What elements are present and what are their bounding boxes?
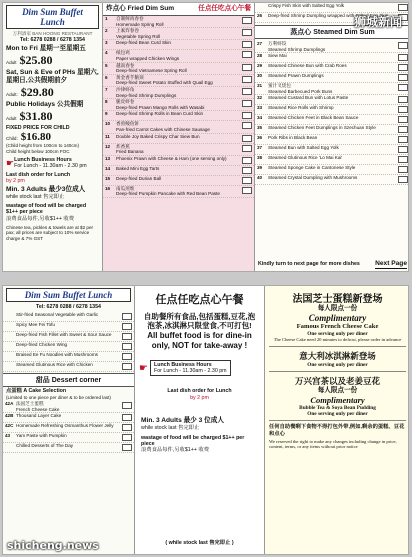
item-name-cn: 自制鲜肉春卷 — [116, 16, 144, 21]
item-name-en: Steamed Crystal Dumpling with Mushrooms — [268, 175, 358, 181]
item-name-cn: 香煎鲮鱼饼 — [116, 121, 139, 127]
item-name-en: Steamed Barbecued Pork Buns — [268, 88, 333, 94]
item-name-en: Steamed Sponge Cake in Cantonese Style — [268, 165, 356, 171]
item-name-en: Steamed Chinese Bun with Crab Roes — [268, 63, 347, 69]
min-adults: Min. 3 Adults 最少3位成人 — [6, 186, 86, 193]
item-name — [116, 16, 240, 27]
quantity-box[interactable] — [398, 106, 408, 113]
item-name — [116, 87, 240, 98]
item-name-en: Steamed Shrimp Dumplings — [268, 46, 326, 52]
menu-item-row — [3, 433, 134, 443]
item-name-en: Homemade Refreshing Osmanthus Flower Jelly — [16, 423, 114, 429]
quantity-box[interactable] — [242, 135, 252, 142]
tea-title-cn: 万兴宫茶以及老姜豆花 — [294, 377, 380, 387]
cake-title: 点蛋糕 A Cake Selection — [6, 388, 67, 395]
item-name-en: Stir-fried Seasonal Vegetable with Garlic — [16, 312, 99, 318]
price-sub-weekend: Adult: — [6, 91, 18, 97]
item-name-en: Vegetable Spring Roll — [116, 33, 161, 39]
item-name-cn: 炸香蕉 — [116, 143, 130, 149]
item-name — [116, 28, 240, 39]
item-name — [16, 352, 120, 358]
item-name-en: Deep-fried Durian Ball — [116, 175, 162, 181]
item-name — [268, 41, 396, 52]
item-name-en: Deep-fried Shrimp Rolls in Bean Curd Skin — [116, 111, 204, 117]
item-name-en: Steamed Glutinous Rice with Chicken — [16, 362, 93, 368]
item-name-en: Double Joy Baked Crispy Char Siew Bun — [116, 133, 200, 139]
menu-item-row — [103, 75, 254, 87]
quantity-box[interactable] — [242, 157, 252, 164]
item-name-en: Steamed Chicken Feet Dumplings in Szechuan Style — [268, 125, 376, 131]
menu-item-row — [255, 125, 409, 135]
steamed-header: 蒸点心 Steamed Dim Sum — [255, 25, 409, 39]
item-name-en: Homemade Spring Roll — [116, 21, 164, 27]
menu-item-row — [103, 176, 254, 186]
wastage-note: wastage of food will be charged $1++ per piece — [6, 203, 87, 216]
item-name — [268, 83, 396, 94]
item-name-en: Phoenix Prawn with Cheese & Ham (one serving only) — [116, 155, 227, 161]
notice-cn: 任何自助餐剩下食物不得打包外带,例如,剩余的蛋糕、豆花和点心 — [269, 424, 405, 437]
menu-item-row — [255, 63, 409, 73]
item-number: 34 — [257, 115, 263, 121]
watermark-top: 狮城新闻 — [353, 15, 402, 29]
quantity-box[interactable] — [122, 353, 132, 360]
item-number: 29 — [257, 63, 263, 69]
item-name — [16, 322, 120, 328]
quantity-box[interactable] — [398, 136, 408, 143]
bottom-wastage-cn: 浪费食品每件,另收$1++ 收费 — [141, 447, 209, 454]
item-name — [268, 175, 396, 181]
menu-item-row — [103, 50, 254, 62]
item-number: 28 — [257, 53, 263, 59]
quantity-box[interactable] — [398, 166, 408, 173]
price-weekday: $25.80 — [19, 52, 53, 67]
item-name-en: Deep-fried Chicken Wing — [16, 342, 68, 348]
item-name-cn: 脆皮虾卷 — [116, 99, 135, 105]
menu-item-row — [103, 134, 254, 144]
item-name — [116, 63, 240, 74]
item-name-en: Steamed Rice Rolls with Shrimp — [268, 105, 334, 111]
tea-en: Bubble Tea & Soya Bean Pudding — [299, 405, 376, 411]
quantity-box[interactable] — [242, 41, 252, 48]
cake-list — [3, 401, 134, 453]
bottom-item-list — [3, 312, 134, 372]
bottom-min-adults: Min. 3 Adults 最少 3 位成人 — [141, 416, 224, 424]
fried-dim-sum-column — [103, 3, 255, 271]
item-name — [16, 401, 120, 412]
dine-in-notice-en: All buffet food is for dine-in only, NOT for take-away ! — [147, 331, 252, 350]
menu-item-row — [255, 105, 409, 115]
menu-item-row — [103, 87, 254, 99]
steamed-item-list — [255, 41, 409, 185]
price-label-weekday: Mon to Fri 星期一至星期五 — [6, 44, 86, 52]
quantity-box[interactable] — [242, 145, 252, 152]
promo-one-per: One serving only per diner — [307, 331, 368, 337]
quantity-box[interactable] — [398, 116, 408, 123]
item-name-en: Steamed Bun with Salted Egg Yolk — [268, 145, 339, 151]
promo-limit-cn: 每人限点一份 — [317, 305, 358, 312]
item-name — [16, 423, 120, 429]
item-name-cn: 纸包鸡 — [116, 50, 130, 56]
item-name — [16, 443, 120, 449]
item-number: 30 — [257, 73, 263, 79]
item-name-en: Steamed Glutinous Rice 'Lo Mai Kai' — [268, 155, 343, 161]
watermark-bottom: shicheng.news — [7, 539, 99, 552]
item-name — [16, 312, 120, 318]
item-number: 11 — [105, 133, 110, 139]
menu-item-row — [3, 322, 134, 332]
menu-item-row — [255, 3, 409, 13]
menu-item-row — [103, 63, 254, 75]
quantity-box[interactable] — [242, 112, 252, 119]
next-page-link[interactable]: Next Page — [375, 260, 407, 267]
item-number: 7 — [105, 86, 108, 92]
item-name-en: Deep-fried Shrimp Dumpling wrapped with Salted Egg Skin — [268, 13, 389, 18]
item-number: 9 — [105, 111, 108, 117]
quantity-box[interactable] — [398, 146, 408, 153]
item-number: 39 — [257, 165, 263, 171]
item-name — [116, 111, 240, 117]
item-name — [116, 186, 240, 197]
item-name — [116, 121, 240, 132]
item-number: 43 — [5, 433, 11, 439]
menu-item-row — [103, 28, 254, 40]
menu-item-row — [255, 41, 409, 53]
promo-complimentary: Complimentary — [308, 313, 367, 323]
bottom-left-column — [3, 286, 135, 554]
menu-item-row — [3, 362, 134, 372]
cake-note: (Limited to one piece per diner & to be ordered last) — [6, 395, 111, 401]
item-name-en: Deep-fried Pumpkin Pancake with Red Bean Paste — [116, 191, 220, 197]
item-number: 27 — [257, 41, 263, 46]
menu-item-row — [255, 115, 409, 125]
bottom-wastage: wastage of food will be charged $1++ per piece — [141, 435, 245, 448]
item-name-en: Steamed Chicken Feet in Black Bean Sauce — [268, 115, 359, 121]
menu-item-row — [3, 352, 134, 362]
menu-item-row — [255, 73, 409, 83]
bottom-phone: Tel: 6278 0288 / 6278 1354 — [36, 304, 101, 310]
quantity-box[interactable] — [242, 17, 252, 24]
item-name-en: Deep-fried Bean Curd Skin — [116, 40, 171, 46]
item-name-en: French Cheese Cake — [16, 406, 60, 412]
dine-in-notice-cn: 自助餐所有食品,包括蛋糕,豆花,泡泡茶,冰淇淋只限堂食,不可打包! — [143, 312, 256, 330]
bottom-hours-title: Lunch Business Hours — [153, 362, 212, 368]
last-order: Last dish order for Lunch — [6, 171, 71, 178]
wastage-note-cn: 浪费食品每件,另收$1++ 收费 — [6, 215, 74, 222]
item-name — [268, 3, 396, 9]
quantity-box[interactable] — [122, 414, 132, 421]
quantity-box[interactable] — [242, 64, 252, 71]
hours: For Lunch - 11.30am - 2.30 pm — [14, 163, 87, 170]
quantity-box[interactable] — [122, 343, 132, 350]
price-sub-child: Child: — [6, 136, 18, 141]
item-number: 14 — [105, 165, 111, 171]
item-number: 42A — [5, 401, 14, 406]
item-name-en: Paper wrapped Chicken Wings — [116, 55, 180, 61]
promo-column — [265, 286, 409, 554]
item-name — [116, 50, 240, 61]
footer-note: Chinese tea, pickles & towels are at $2 per pax; all prices are subject to 10% service charge & 7% GST — [6, 224, 94, 241]
item-name-en: Crispy Fish Skin with Salted Egg Yolk — [268, 3, 345, 8]
menu-item-row — [103, 121, 254, 133]
notice-en: We reserved the right to make any changes including change in price, content, terms, or any items without prior notice — [269, 438, 397, 450]
item-number: 15 — [105, 175, 111, 181]
item-name — [116, 156, 240, 162]
item-name-en: Deep-fried Sweet Potato Stuffed with Quail Egg — [116, 80, 213, 86]
item-name — [116, 166, 240, 172]
item-name — [268, 135, 396, 141]
menu-item-row — [103, 99, 254, 111]
item-number: 2 — [105, 28, 108, 34]
hand-icon-2: ☛ — [139, 362, 148, 374]
price-label-child: FIXED PRICE FOR CHILD — [6, 124, 70, 131]
item-number: 6 — [105, 74, 108, 80]
item-name-en: Siew Mai — [268, 53, 287, 59]
quantity-box[interactable] — [398, 42, 408, 49]
quantity-box[interactable] — [398, 96, 408, 103]
fried-header: 炸点心 Fried Dim Sum — [106, 5, 175, 12]
menu-item-row — [3, 443, 134, 453]
item-name — [116, 40, 240, 46]
item-name-en: Thousand Layer Cake — [16, 413, 62, 419]
menu-item-row — [255, 145, 409, 155]
item-number: 5 — [105, 62, 108, 68]
item-name-cn: 上素炸春卷 — [116, 28, 139, 34]
item-number: 42C — [5, 423, 14, 429]
item-number: 31 — [257, 83, 263, 89]
item-name-en: Pan-fried Carrot Cakes with Chinese Sausage — [116, 126, 210, 132]
item-name — [268, 115, 396, 121]
item-name-en: Deep-fried Vietnamese Spring Roll — [116, 68, 187, 74]
menu-item-row — [3, 342, 134, 352]
last-order-time: by 2 pm — [6, 177, 25, 184]
quantity-box[interactable] — [242, 167, 252, 174]
tea-one-per: One serving only per diner — [307, 411, 368, 418]
item-name — [116, 176, 240, 182]
tea-complimentary: Complimentary — [310, 395, 365, 405]
item-name-en: Steamed Custard Bun with Lotus Paste — [268, 95, 349, 101]
restaurant-name-line: 万利酒家 BAN HOONG RESTAURANT — [12, 31, 93, 36]
menu-item-row — [103, 166, 254, 176]
menu-item-row — [3, 423, 134, 433]
tea-limit-cn: 每人限点一份 — [317, 387, 358, 394]
item-name — [116, 99, 240, 110]
item-name-en: Pork Ribs in Black Bean — [268, 135, 318, 141]
quantity-box[interactable] — [242, 51, 252, 58]
quantity-box[interactable] — [122, 323, 132, 330]
quantity-box[interactable] — [242, 88, 252, 95]
item-name — [16, 413, 120, 419]
price-label-weekend: Sat, Sun & Eve of PHs 星期六,星期日,公共假期前夕 — [6, 68, 99, 84]
price-label-ph: Public Holidays 公共假期 — [6, 100, 84, 108]
item-name — [268, 63, 396, 69]
item-name — [268, 105, 396, 111]
menu-item-row — [103, 156, 254, 166]
bottom-menu-title: Dim Sum Buffet Lunch — [6, 288, 131, 302]
quantity-box[interactable] — [122, 333, 132, 340]
quantity-box[interactable] — [242, 76, 252, 83]
item-name — [268, 73, 396, 79]
steamed-dim-sum-column — [255, 3, 409, 271]
buffet-header-cn: 任点任吃点心午餐 — [198, 5, 251, 12]
item-name-en: Deep-fried Fish Fillet with Sweet & Sour Sauce — [16, 332, 112, 338]
quantity-box[interactable] — [242, 100, 252, 107]
menu-item-row — [255, 165, 409, 175]
item-name — [16, 433, 120, 439]
item-name-cn: 南瓜煎堆 — [116, 185, 135, 191]
bottom-while-stock-footer: ( while stock last 售完即止 ) — [165, 539, 234, 546]
quantity-box[interactable] — [122, 402, 132, 409]
item-name — [16, 362, 120, 368]
quantity-box[interactable] — [242, 122, 252, 129]
menu-item-row — [103, 16, 254, 28]
promo-title-cn: 法国芝士蛋糕新登场 — [292, 294, 383, 305]
item-name — [116, 134, 240, 140]
item-name — [268, 53, 396, 59]
item-name-en: Spicy Mee Fei Tofu — [16, 322, 55, 328]
quantity-box[interactable] — [398, 54, 408, 61]
menu-item-row — [255, 95, 409, 105]
item-number: 32 — [257, 95, 263, 101]
item-number: 4 — [105, 50, 108, 56]
item-name-cn: 越南春卷 — [116, 62, 135, 68]
quantity-box[interactable] — [122, 313, 132, 320]
item-name-cn: 法国芝士蛋糕 — [16, 401, 44, 406]
bottom-hours: For Lunch - 11.30am - 2.30 pm — [153, 368, 227, 375]
quantity-box[interactable] — [398, 4, 408, 11]
menu-item-row — [3, 413, 134, 423]
quantity-box[interactable] — [122, 444, 132, 451]
item-name — [116, 144, 240, 155]
price-child: $16.80 — [20, 131, 51, 143]
child-note-1: (Child height from 100cm to 140cm) — [6, 143, 80, 148]
item-number: 40 — [257, 175, 263, 181]
item-number: 26 — [257, 13, 263, 18]
turn-page-note: Kindly turn to next page for more dishes — [258, 261, 360, 268]
menu-item-row — [103, 40, 254, 50]
item-number: 12 — [105, 143, 111, 149]
item-number: 13 — [105, 155, 111, 161]
item-name-cn: 蜜汁叉烧包 — [268, 83, 291, 89]
bottom-while-stock: while stock last 售完即止 — [141, 424, 200, 431]
buffet-header: 任点任吃点心午餐 — [155, 294, 244, 306]
menu-title: Dim Sum Buffet Lunch — [6, 5, 99, 29]
item-name — [268, 95, 396, 101]
item-name — [116, 75, 240, 86]
item-number: 36 — [257, 135, 263, 141]
item-name-en: Braised Ee Fu Noodles with Mushrooms — [16, 352, 98, 358]
menu-page-1 — [2, 2, 409, 272]
hours-title: Lunch Business Hours — [14, 157, 72, 164]
ice-cream-title-cn: 意大利冰淇淋新登场 — [299, 351, 376, 362]
item-number: 42B — [5, 413, 14, 419]
item-name-cn: 黄金香芋鹅颈 — [116, 74, 144, 80]
hand-icon: ☛ — [6, 157, 15, 168]
promo-cake-note: The Cheese Cake need 20 minutes to defrost, please order in advance — [273, 337, 402, 343]
quantity-box[interactable] — [398, 64, 408, 71]
menu-item-row — [255, 175, 409, 185]
menu-item-row — [103, 144, 254, 156]
quantity-box[interactable] — [122, 434, 132, 441]
item-name-cn: 万利虾饺 — [268, 41, 287, 46]
price-ph: $31.80 — [19, 108, 53, 123]
item-name-cn: 沙律虾角 — [116, 86, 135, 92]
item-name-en: Fried Banana — [116, 149, 144, 155]
fried-item-list — [103, 16, 254, 198]
quantity-box[interactable] — [398, 74, 408, 81]
item-number: 38 — [257, 155, 263, 161]
item-name — [16, 342, 120, 348]
menu-info-column — [3, 3, 103, 271]
quantity-box[interactable] — [398, 156, 408, 163]
menu-page-2 — [2, 285, 409, 555]
menu-item-row — [103, 111, 254, 121]
while-stock: while stock last 售完即止 — [6, 194, 65, 200]
quantity-box[interactable] — [122, 363, 132, 370]
item-number: 1 — [105, 16, 108, 21]
menu-item-row — [255, 53, 409, 63]
item-name-en: Deep-fried Prawn Mango Rolls with Wasabi — [116, 104, 205, 110]
price-sub-weekday: Adult — [6, 59, 17, 65]
bottom-last-order: Last dish order for Lunch — [167, 388, 232, 395]
quantity-box[interactable] — [122, 424, 132, 431]
phone: Tel: 6278 0288 / 6278 1354 — [20, 36, 85, 43]
ice-cream-en: One serving only per diner — [307, 361, 368, 368]
quantity-box[interactable] — [398, 126, 408, 133]
quantity-box[interactable] — [398, 176, 408, 183]
price-sub-ph: Adult — [6, 115, 17, 121]
item-name-en: Yam Paste with Pumpkin — [16, 433, 67, 439]
item-number: 10 — [105, 121, 111, 127]
menu-item-row — [255, 135, 409, 145]
promo-cake: Famous French Cheese Cake — [296, 323, 379, 330]
item-name — [16, 332, 120, 338]
menu-item-row — [255, 155, 409, 165]
item-name — [268, 125, 396, 131]
menu-item-row — [3, 332, 134, 342]
item-name-en: Deep-fried Shrimp Dumplings — [116, 92, 177, 98]
child-note-2: Child height below 100cm FOC — [6, 148, 70, 154]
quantity-box[interactable] — [242, 187, 252, 194]
item-number: 37 — [257, 145, 263, 151]
menu-item-row — [103, 186, 254, 198]
item-number: 35 — [257, 125, 263, 131]
item-name-en: Baked Mini Egg Tarts — [116, 165, 160, 171]
quantity-box[interactable] — [398, 84, 408, 91]
item-name — [268, 145, 396, 151]
item-name — [268, 165, 396, 171]
item-number: 8 — [105, 99, 108, 105]
menu-item-row — [255, 83, 409, 95]
item-number: 16 — [105, 185, 111, 191]
menu-item-row — [3, 312, 134, 322]
dessert-header: 甜品 Dessert corner — [3, 373, 134, 387]
bottom-last-order-time: by 2 pm — [190, 394, 209, 401]
item-name-en: Chilled Desserts of The Day — [16, 443, 74, 449]
item-name — [268, 155, 396, 161]
menu-item-row — [3, 401, 134, 413]
item-number: 3 — [105, 40, 108, 46]
price-weekend: $29.80 — [20, 84, 54, 99]
quantity-box[interactable] — [242, 177, 252, 184]
bottom-mid-column — [135, 286, 265, 554]
item-name-en: Steamed Prawn Dumplings — [268, 73, 324, 79]
quantity-box[interactable] — [242, 29, 252, 36]
item-number: 33 — [257, 105, 263, 111]
